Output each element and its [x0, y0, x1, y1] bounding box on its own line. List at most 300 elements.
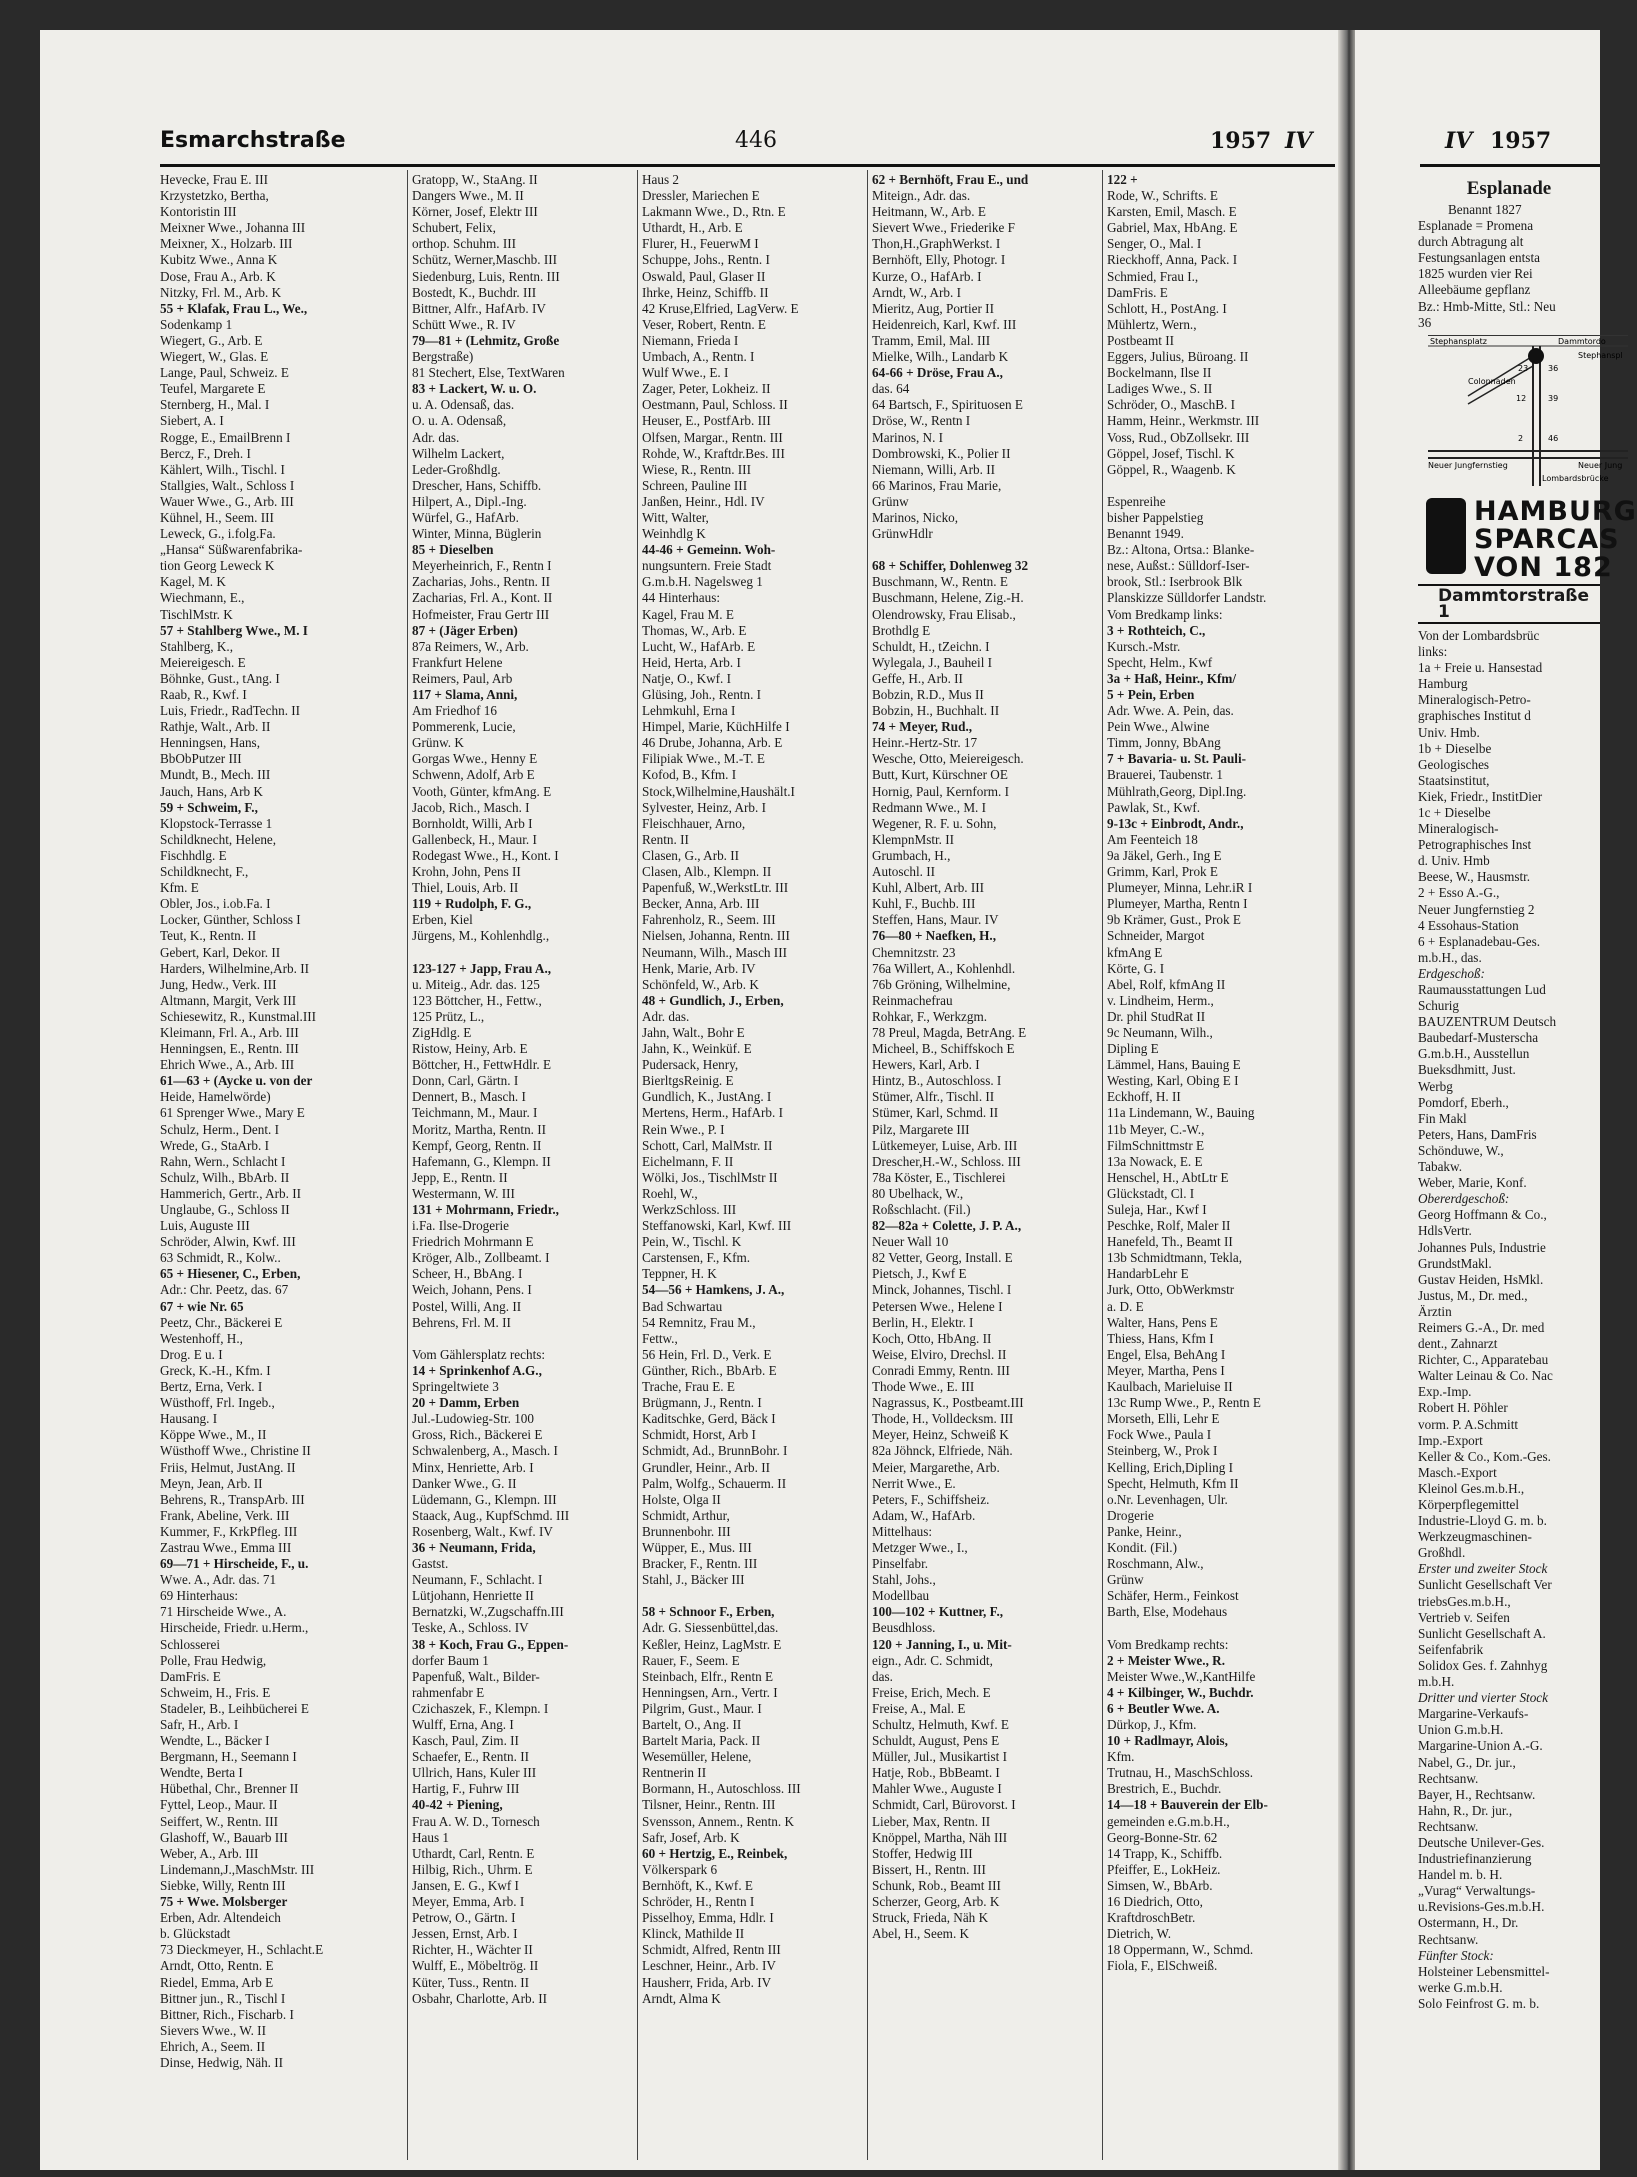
directory-entry-line: Hofmeister, Frau Gertr III: [412, 606, 550, 622]
directory-entry-line: Kröger, Alb., Zollbeamt. I: [412, 1250, 550, 1266]
directory-entry-line: Pein Wwe., Alwine: [1107, 719, 1210, 735]
esplanade-entry-line: 4 Essohaus-Station: [1418, 917, 1519, 933]
esplanade-entry-line: Bayer, H., Rechtsanw.: [1418, 1786, 1536, 1802]
directory-entry-line: Pawlak, St., Kwf.: [1107, 799, 1201, 815]
directory-entry-line: Wwe. A., Adr. das. 71: [160, 1572, 277, 1588]
directory-entry-line: Friis, Helmut, JustAng. II: [160, 1459, 296, 1475]
directory-entry-line: Schunk, Rob., Beamt III: [872, 1877, 1001, 1893]
esplanade-entry-line: Fin Makl: [1418, 1110, 1467, 1126]
directory-entry-line: Ehrich, A., Seem. II: [160, 2038, 266, 2054]
directory-entry-line: Müller, Jul., Musikartist I: [872, 1749, 1008, 1765]
directory-entry-line: Tramm, Emil, Mal. III: [872, 332, 991, 348]
esplanade-entry-line: BAUZENTRUM Deutsch: [1418, 1014, 1557, 1030]
directory-entry-line: Beusdhloss.: [872, 1620, 936, 1636]
directory-entry-line: Lämmel, Hans, Bauing E: [1107, 1057, 1241, 1073]
directory-entry-line: 9b Krämer, Gust., Prok E: [1107, 912, 1241, 928]
directory-entry-line: nungsuntern. Freie Stadt: [642, 558, 772, 574]
esplanade-entry-line: Margarine-Union A.-G.: [1418, 1738, 1543, 1754]
directory-entry-line: Schuldt, August, Pens E: [872, 1733, 1000, 1749]
directory-entry-line: Jansen, E. G., Kwf I: [412, 1877, 519, 1893]
sparkasse-logo: [1426, 498, 1466, 574]
directory-entry-line: Gross, Rich., Bäckerei E: [412, 1427, 543, 1443]
esplanade-entry-line: Rechtsanw.: [1418, 1931, 1479, 1947]
street-map: [1428, 335, 1628, 486]
esplanade-entry-line: Industriefinanzierung: [1418, 1851, 1532, 1867]
directory-entry-line: Peters, F., Schiffsheiz.: [872, 1491, 990, 1507]
directory-entry-line: Bartelt Maria, Pack. II: [642, 1733, 761, 1749]
esplanade-entry-line: Gustav Heiden, HsMkl.: [1418, 1271, 1544, 1287]
esplanade-entry-line: Ostermann, H., Dr.: [1418, 1915, 1519, 1931]
directory-entry-line: Hamm, Heinr., Werkmstr. III: [1107, 413, 1260, 429]
esplanade-entry-line: Reimers G.-A., Dr. med: [1418, 1319, 1545, 1335]
directory-entry-line: 13b Schmidtmann, Tekla,: [1107, 1250, 1243, 1266]
esplanade-entry-line: Rechtsanw.: [1418, 1770, 1479, 1786]
esplanade-intro-line: Esplanade = Promena: [1418, 218, 1534, 234]
directory-entry-line: Dr. phil StudRat II: [1107, 1008, 1206, 1024]
directory-entry-line: v. Lindheim, Herm.,: [1107, 992, 1214, 1008]
directory-entry-line: o.Nr. Levenhagen, Ulr.: [1107, 1491, 1228, 1507]
directory-entry-line: Schulz, Herm., Dent. I: [160, 1121, 280, 1137]
directory-entry-line: tion Georg Leweck K: [160, 558, 275, 574]
esplanade-entry-line: d. Univ. Hmb: [1418, 853, 1490, 869]
esplanade-intro-line: Alleebäume gepflanz: [1418, 282, 1531, 298]
directory-entry-line: Günther, Rich., BbArb. E: [642, 1362, 777, 1378]
directory-entry-line: Rentnerin II: [642, 1765, 707, 1781]
map-label: 12: [1516, 393, 1527, 403]
directory-entry-line: Nagrassus, K., Postbeamt.III: [872, 1395, 1024, 1411]
right-volume-roman: IV: [1445, 128, 1473, 154]
directory-entry-line: Umbach, A., Rentn. I: [642, 349, 755, 365]
directory-entry-line: Lieber, Max, Rentn. II: [872, 1813, 991, 1829]
directory-entry-line: Chemnitzstr. 23: [872, 944, 956, 960]
esplanade-intro-line: 36: [1418, 314, 1432, 330]
directory-entry-line: Minx, Henriette, Arb. I: [412, 1459, 534, 1475]
directory-entry-line: Thiel, Louis, Arb. II: [412, 880, 519, 896]
esplanade-entry-line: Kiek, Friedr., InstitDier: [1418, 788, 1543, 804]
directory-entry-line: Körner, Josef, Elektr III: [412, 204, 538, 220]
directory-entry-line: 61—63 + (Aycke u. von der: [160, 1073, 313, 1089]
header-rule: [160, 164, 1335, 167]
directory-entry-line: Panke, Heinr.,: [1107, 1523, 1182, 1539]
directory-entry-line: 18 Oppermann, W., Schmd.: [1107, 1942, 1254, 1958]
directory-entry-line: b. Glückstadt: [160, 1926, 231, 1942]
directory-entry-line: 122 +: [1107, 172, 1138, 187]
directory-entry-line: Roßschlacht. (Fil.): [872, 1202, 971, 1217]
directory-entry-line: Heitmann, W., Arb. E: [872, 204, 986, 220]
directory-entry-line: u. Miteig., Adr. das. 125: [412, 976, 540, 992]
directory-entry-line: Schubert, Felix,: [412, 220, 496, 236]
directory-entry-line: Hatje, Rob., BbBeamt. I: [872, 1765, 1000, 1781]
directory-entry-line: Knöppel, Martha, Näh III: [872, 1829, 1008, 1845]
directory-entry-line: Pisselhoy, Emma, Hdlr. I: [642, 1910, 774, 1926]
directory-entry-line: Eggers, Julius, Büroang. II: [1107, 349, 1249, 365]
directory-entry-line: Schreen, Pauline III: [642, 477, 748, 493]
directory-entry-line: Adr. G. Siessenbüttel,das.: [642, 1620, 779, 1636]
directory-entry-line: 131 + Mohrmann, Friedr.,: [412, 1202, 559, 1217]
directory-entry-line: 69 Hinterhaus:: [160, 1588, 239, 1604]
directory-entry-line: Kontoristin III: [160, 204, 237, 220]
directory-entry-line: Adr. das.: [412, 429, 460, 445]
directory-entry-line: Hornig, Paul, Kernform. I: [872, 783, 1009, 799]
directory-entry-line: Heidenreich, Karl, Kwf. III: [872, 316, 1017, 332]
directory-entry-line: Dressler, Mariechen E: [642, 188, 760, 204]
map-label: Dammtordo: [1558, 336, 1606, 346]
esplanade-entry-line: Vertrieb v. Seifen: [1418, 1609, 1510, 1625]
directory-entry-line: 48 + Gundlich, J., Erben,: [642, 992, 784, 1008]
directory-entry-line: Kühnel, H., Seem. III: [160, 509, 274, 525]
directory-entry-line: Conradi Emmy, Rentn. III: [872, 1362, 1010, 1378]
esplanade-entry-line: Robert H. Pöhler: [1418, 1400, 1508, 1416]
directory-entry-line: Bergmann, H., Seemann I: [160, 1749, 297, 1765]
directory-entry-line: Rode, W., Schrifts. E: [1107, 188, 1218, 204]
esplanade-entry-line: Georg Hoffmann & Co.,: [1418, 1207, 1547, 1223]
directory-entry-line: Dennert, B., Masch. I: [412, 1089, 526, 1105]
directory-entry-line: Kuhl, F., Buchb. III: [872, 896, 976, 912]
directory-entry-line: Adr. das.: [642, 1008, 690, 1024]
directory-entry-line: Schröder, O., MaschB. I: [1107, 397, 1236, 413]
directory-entry-line: Redmann Wwe., M. I: [872, 799, 987, 815]
directory-entry-line: 20 + Damm, Erben: [412, 1395, 520, 1411]
directory-entry-line: Olendrowsky, Frau Elisab.,: [872, 606, 1016, 622]
directory-entry-line: Siebert, A. I: [160, 413, 224, 429]
directory-entry-line: Planskizze Sülldorfer Landstr.: [1107, 590, 1267, 606]
directory-entry-line: Wölki, Jos., TischlMstr II: [642, 1169, 778, 1185]
directory-entry-line: 68 + Schiffer, Dohlenweg 32: [872, 558, 1029, 574]
directory-entry-line: Veser, Robert, Rentn. E: [642, 316, 766, 332]
directory-entry-line: Jacob, Rich., Masch. I: [412, 799, 530, 815]
directory-entry-line: Plumeyer, Martha, Rentn I: [1107, 896, 1248, 912]
directory-entry-line: Lehmkuhl, Erna I: [642, 703, 736, 719]
directory-entry-line: 65 + Hiesener, C., Erben,: [160, 1266, 301, 1282]
directory-entry-line: 100—102 + Kuttner, F.,: [872, 1604, 1004, 1620]
directory-entry-line: Weise, Elviro, Drechsl. II: [872, 1346, 1007, 1362]
directory-entry-line: Kurze, O., HafArb. I: [872, 268, 982, 284]
directory-entry-line: 9-13c + Einbrodt, Andr.,: [1107, 815, 1244, 831]
directory-entry-line: gemeinden e.G.m.b.H.,: [1107, 1813, 1230, 1829]
directory-entry-line: Suleja, Har., Kwf I: [1107, 1202, 1207, 1217]
directory-entry-line: 3a + Haß, Heinr., Kfm/: [1107, 670, 1237, 686]
map-label: Neuer Jung: [1578, 460, 1623, 470]
directory-entry-line: Winter, Minna, Büglerin: [412, 526, 542, 542]
directory-entry-line: Brothdlg E: [872, 622, 931, 638]
esplanade-entry-line: Holsteiner Lebensmittel-: [1418, 1963, 1550, 1979]
esplanade-intro-line: durch Abtragung alt: [1418, 234, 1524, 250]
directory-entry-line: Buschmann, Helene, Zig.-H.: [872, 590, 1024, 606]
directory-entry-line: Brauerei, Taubenstr. 1: [1107, 767, 1224, 783]
directory-entry-line: 62 + Bernhöft, Frau E., und: [872, 172, 1029, 187]
directory-entry-line: Leder-Großhdlg.: [412, 461, 501, 477]
directory-entry-line: 56 Hein, Frl. D., Verk. E: [642, 1346, 772, 1362]
directory-entry-line: Fettw.,: [642, 1330, 678, 1346]
esplanade-entry-line: Körperpflegemittel: [1418, 1497, 1520, 1512]
directory-entry-line: Petrow, O., Gärtn. I: [412, 1910, 516, 1926]
directory-entry-line: Safr, H., Arb. I: [160, 1717, 239, 1732]
directory-entry-line: Wesemüller, Helene,: [642, 1749, 752, 1765]
directory-entry-line: Kfm. E: [160, 880, 199, 896]
directory-entry-line: Bartelt, O., Ang. II: [642, 1717, 742, 1732]
directory-entry-line: Schmidt, Alfred, Rentn III: [642, 1942, 781, 1958]
map-label: Lombardsbrücke: [1542, 473, 1609, 483]
directory-entry-line: Pein, W., Tischl. K: [642, 1234, 742, 1250]
directory-entry-line: Bostedt, K., Buchdr. III: [412, 284, 537, 300]
directory-entry-line: Kuhl, Albert, Arb. III: [872, 880, 985, 896]
directory-entry-line: Grumbach, H.,: [872, 847, 951, 863]
directory-entry-line: Ehrich Wwe., A., Arb. III: [160, 1057, 295, 1073]
directory-entry-line: Bercz, F., Dreh. I: [160, 445, 251, 461]
directory-entry-line: Nerrit Wwe., E.: [872, 1475, 956, 1491]
directory-entry-line: Lüdemann, G., Klempn. III: [412, 1491, 557, 1507]
directory-entry-line: Kleimann, Frl. A., Arb. III: [160, 1024, 299, 1040]
directory-entry-line: Meyer, Heinz, Schweiß K: [872, 1427, 1009, 1443]
directory-entry-line: das.: [872, 1668, 893, 1684]
directory-entry-line: Schröder, H., Rentn I: [642, 1894, 755, 1910]
directory-entry-line: 74 + Meyer, Rud.,: [872, 719, 973, 735]
directory-entry-line: Luis, Auguste III: [160, 1218, 250, 1234]
directory-entry-line: Eichelmann, F. II: [642, 1153, 734, 1169]
directory-entry-line: Minck, Johannes, Tischl. I: [872, 1282, 1012, 1298]
esplanade-entry-line: Walter Leinau & Co. Nac: [1418, 1368, 1553, 1384]
directory-entry-line: 54 Remnitz, Frau M.,: [642, 1314, 756, 1330]
esplanade-entry-line: Seifenfabrik: [1418, 1641, 1484, 1657]
directory-entry-line: Uthardt, H., Arb. E: [642, 220, 743, 236]
directory-entry-line: Kaditschke, Gerd, Bäck I: [642, 1411, 776, 1427]
directory-entry-line: Hanefeld, Th., Beamt II: [1107, 1234, 1233, 1250]
directory-entry-line: Steffen, Hans, Maur. IV: [872, 912, 999, 928]
directory-entry-line: Rodegast Wwe., H., Kont. I: [412, 847, 559, 863]
directory-entry-line: Gallenbeck, H., Maur. I: [412, 831, 537, 847]
directory-entry-line: Flurer, H., FeuerwM I: [642, 236, 759, 252]
directory-entry-line: Seiffert, W., Rentn. III: [160, 1813, 279, 1829]
directory-entry-line: Thiess, Hans, Kfm I: [1107, 1330, 1214, 1346]
directory-entry-line: Schultz, Helmuth, Kwf. E: [872, 1717, 1009, 1732]
directory-entry-line: Thode Wwe., E. III: [872, 1379, 975, 1395]
directory-entry-line: orthop. Schuhm. III: [412, 236, 517, 252]
directory-entry-line: Wüpper, E., Mus. III: [642, 1539, 752, 1555]
directory-entry-line: 69—71 + Hirscheide, F., u.: [160, 1556, 309, 1572]
map-label: Colonnaden: [1468, 376, 1516, 386]
directory-entry-line: Lange, Paul, Schweiz. E: [160, 365, 289, 381]
directory-entry-line: Arndt, Otto, Rentn. E: [160, 1958, 274, 1974]
directory-entry-line: Heide, Hamelwörde): [160, 1089, 271, 1105]
directory-entry-line: Stahlberg, K.,: [160, 638, 234, 654]
directory-entry-line: Henk, Marie, Arb. IV: [642, 960, 756, 976]
esplanade-entry-line: Werbg: [1418, 1078, 1453, 1094]
column-divider: [637, 170, 638, 2160]
directory-entry-line: FilmSchnittmstr E: [1107, 1137, 1205, 1153]
esplanade-entry-line: Exp.-Imp.: [1418, 1384, 1472, 1400]
esplanade-intro-line: Festungsanlagen entsta: [1418, 250, 1540, 266]
directory-entry-line: Rohkar, F., Werkzgm.: [872, 1008, 988, 1024]
esplanade-entry-line: „Vurag“ Verwaltungs-: [1418, 1883, 1536, 1899]
directory-entry-line: Hilpert, A., Dipl.-Ing.: [412, 493, 527, 509]
directory-entry-line: Mundt, B., Mech. III: [160, 767, 271, 783]
esplanade-entry-line: Rechtsanw.: [1418, 1818, 1479, 1834]
directory-entry-line: Hausang. I: [160, 1411, 218, 1427]
directory-entry-line: Bracker, F., Rentn. III: [642, 1556, 758, 1572]
directory-entry-line: Papenfuß, Walt., Bilder-: [412, 1668, 540, 1684]
esplanade-entry-line: graphisches Institut d: [1418, 708, 1531, 724]
directory-entry-line: Wulf Wwe., E. I: [642, 365, 729, 381]
directory-entry-line: [412, 945, 634, 961]
esplanade-entry-line: Raumausstattungen Lud: [1418, 982, 1546, 997]
directory-entry-line: Rogge, E., EmailBrenn I: [160, 429, 291, 445]
directory-entry-line: Unglaube, G., Schloss II: [160, 1202, 290, 1217]
esplanade-entry-line: Hahn, R., Dr. jur.,: [1418, 1802, 1513, 1818]
esplanade-entry-line: 2 + Esso A.-G.,: [1418, 885, 1500, 901]
esplanade-entry-line: Nabel, G., Dr. jur.,: [1418, 1754, 1516, 1770]
directory-entry-line: Carstensen, F., Kfm.: [642, 1250, 751, 1266]
directory-entry-line: Glashoff, W., Bauarb III: [160, 1829, 288, 1845]
directory-entry-line: Niemann, Frieda I: [642, 332, 739, 348]
directory-entry-line: Himpel, Marie, KüchHilfe I: [642, 719, 790, 735]
directory-entry-line: KlempnMstr. II: [872, 831, 955, 847]
right-page-header: [1445, 128, 1595, 162]
directory-entry-line: Bissert, H., Rentn. III: [872, 1861, 986, 1877]
directory-entry-line: Gabriel, Max, HbAng. E: [1107, 220, 1238, 236]
directory-entry-line: Hübethal, Chr., Brenner II: [160, 1781, 299, 1797]
sparkasse-advertisement: [1418, 494, 1637, 583]
directory-entry-line: Wylegala, J., Bauheil I: [872, 654, 993, 670]
directory-entry-line: Harders, Wilhelmine,Arb. II: [160, 960, 310, 976]
directory-entry-line: Pietsch, J., Kwf E: [872, 1266, 967, 1282]
directory-entry-line: kfmAng E: [1107, 944, 1163, 960]
directory-entry-line: Obler, Jos., i.ob.Fa. I: [160, 896, 271, 912]
directory-entry-line: Sodenkamp 1: [160, 316, 233, 332]
directory-entry-line: Mertens, Herm., HafArb. I: [642, 1105, 783, 1121]
directory-entry-line: Mahler Wwe., Auguste I: [872, 1781, 1002, 1797]
directory-entry-line: Morseth, Elli, Lehr E: [1107, 1411, 1220, 1427]
directory-entry-line: Völkerspark 6: [642, 1861, 718, 1877]
esplanade-entry-line: Solidox Ges. f. Zahnhyg: [1418, 1657, 1548, 1673]
directory-entry-line: 46 Drube, Johanna, Arb. E: [642, 735, 783, 751]
directory-entry-line: Lütkemeyer, Luise, Arb. III: [872, 1137, 1018, 1153]
directory-entry-line: Grünw. K: [412, 735, 464, 751]
directory-entry-line: Schütz, Werner,Maschb. III: [412, 252, 558, 268]
directory-entry-line: Stahl, Johs.,: [872, 1572, 936, 1588]
directory-entry-line: Schuppe, Johs., Rentn. I: [642, 252, 770, 268]
esplanade-entry-line: dent., Zahnarzt: [1418, 1336, 1498, 1352]
directory-entry-line: Zager, Peter, Lokheiz. II: [642, 381, 771, 397]
directory-entry-line: 10 + Radlmayr, Alois,: [1107, 1733, 1228, 1749]
directory-entry-line: Kondit. (Fil.): [1107, 1539, 1177, 1555]
directory-entry-line: Micheel, B., Schiffskoch E: [872, 1041, 1015, 1057]
directory-entry-line: Reinmachefrau: [872, 992, 953, 1008]
directory-entry-line: Schwalenberg, A., Masch. I: [412, 1443, 558, 1459]
directory-entry-line: Hirscheide, Friedr. u.Herm.,: [160, 1620, 309, 1636]
directory-entry-line: Engel, Elsa, BehAng I: [1107, 1346, 1226, 1362]
directory-entry-line: Schmidt, Horst, Arb I: [642, 1427, 756, 1443]
directory-entry-line: Küter, Tuss., Rentn. II: [412, 1974, 530, 1990]
directory-entry-line: Ristow, Heiny, Arb. E: [412, 1041, 528, 1057]
directory-entry-line: Meier, Margarethe, Arb.: [872, 1459, 1000, 1475]
directory-entry-line: Gratopp, W., StaAng. II: [412, 172, 538, 187]
directory-entry-line: 9c Neumann, Wilh.,: [1107, 1024, 1213, 1040]
directory-entry-line: Wesche, Otto, Meiereigesch.: [872, 751, 1024, 767]
directory-entry-line: 36 + Neumann, Frida,: [412, 1539, 536, 1555]
column-divider: [1102, 170, 1103, 2160]
esplanade-entry-line: Mineralogisch-: [1418, 821, 1499, 837]
directory-entry-line: Köppe Wwe., M., II: [160, 1427, 267, 1443]
directory-entry-line: Springeltwiete 3: [412, 1379, 499, 1395]
directory-entry-line: Witt, Walter,: [642, 509, 709, 525]
directory-entry-line: 11a Lindemann, W., Bauing: [1107, 1105, 1255, 1121]
directory-entry-line: Wüsthoff, Frl. Ingeb.,: [160, 1395, 275, 1411]
directory-entry-line: Pommerenk, Lucie,: [412, 719, 516, 735]
directory-entry-line: Wüsthoff Wwe., Christine II: [160, 1443, 311, 1459]
esplanade-entry-line: Schönduwe, W.,: [1418, 1142, 1504, 1158]
directory-entry-line: Stock,Wilhelmine,Haushält.I: [642, 783, 795, 799]
directory-entry-line: Heuser, E., PostfArb. III: [642, 413, 771, 429]
directory-entry-line: Zastrau Wwe., Emma III: [160, 1539, 292, 1555]
directory-entry-line: 81 Stechert, Else, TextWaren: [412, 365, 565, 381]
directory-entry-line: Freise, Erich, Mech. E: [872, 1684, 991, 1700]
directory-entry-line: Henningsen, Arn., Vertr. I: [642, 1684, 778, 1700]
directory-entry-line: Uthardt, Carl, Rentn. E: [412, 1845, 535, 1861]
directory-entry-line: Ullrich, Hans, Kuler III: [412, 1765, 537, 1781]
directory-entry-line: 44-46 + Gemeinn. Woh-: [642, 542, 776, 558]
directory-entry-line: Wendte, L., Bäcker I: [160, 1733, 270, 1749]
directory-entry-line: Frankfurt Helene: [412, 654, 503, 670]
directory-entry-line: Kfm.: [1107, 1749, 1135, 1765]
directory-entry-line: Simsen, W., BbArb.: [1107, 1877, 1213, 1893]
directory-entry-line: Meixner, X., Holzarb. III: [160, 236, 293, 252]
directory-entry-line: ZigHdlg. E: [412, 1024, 472, 1040]
directory-entry-line: Krzystetzko, Bertha,: [160, 188, 269, 204]
directory-entry-line: Neuer Wall 10: [872, 1234, 949, 1250]
directory-entry-line: Schweim, H., Fris. E: [160, 1684, 271, 1700]
directory-entry-line: Teufel, Margarete E: [160, 381, 266, 397]
directory-entry-line: 79—81 + (Lehmitz, Große: [412, 332, 560, 348]
directory-entry-line: Göppel, Josef, Tischl. K: [1107, 445, 1235, 461]
esplanade-entry-line: Dritter und vierter Stock: [1418, 1690, 1549, 1706]
directory-entry-line: Meiereigesch. E: [160, 654, 246, 670]
directory-entry-line: Marinos, Nicko,: [872, 509, 959, 525]
directory-entry-line: 85 + Dieselben: [412, 542, 494, 558]
directory-entry-line: 120 + Janning, I., u. Mit-: [872, 1636, 1012, 1652]
directory-entry-line: Krohn, John, Pens II: [412, 864, 521, 880]
directory-entry-line: u. A. Odensaß, das.: [412, 397, 515, 413]
directory-entry-line: [872, 542, 1099, 558]
directory-entry-line: 80 Ubelhack, W.,: [872, 1185, 964, 1201]
directory-entry-line: Clasen, Alb., Klempn. II: [642, 864, 772, 880]
directory-entry-line: Eckhoff, H. II: [1107, 1089, 1181, 1105]
directory-column-5: [1107, 172, 1335, 2167]
directory-column-4: [872, 172, 1099, 2167]
directory-entry-line: 73 Dieckmeyer, H., Schlacht.E: [160, 1942, 324, 1958]
directory-entry-line: Jul.-Ludowieg-Str. 100: [412, 1411, 534, 1427]
esplanade-entry-line: Werkzeugmaschinen-: [1418, 1529, 1532, 1545]
directory-entry-line: Keßler, Heinz, LagMstr. E: [642, 1636, 782, 1652]
esplanade-entry-line: links:: [1418, 644, 1448, 660]
directory-entry-line: Schildknecht, Helene,: [160, 831, 277, 847]
directory-entry-line: Postbeamt II: [1107, 332, 1175, 348]
directory-entry-line: Fyttel, Leop., Maur. II: [160, 1797, 278, 1813]
esplanade-entry-line: Sunlicht Gesellschaft A.: [1418, 1625, 1546, 1641]
directory-entry-line: Kofod, B., Kfm. I: [642, 767, 737, 783]
esplanade-title: Esplanade: [1466, 178, 1552, 199]
esplanade-entry-line: Schurig: [1418, 998, 1460, 1014]
page-header: [160, 128, 1340, 162]
directory-entry-line: Zacharias, Frl. A., Kont. II: [412, 590, 553, 606]
directory-entry-line: 71 Hirscheide Wwe., A.: [160, 1604, 287, 1620]
directory-entry-line: Dipling E: [1107, 1041, 1159, 1057]
esplanade-entry-line: vorm. P. A.Schmitt: [1418, 1416, 1519, 1432]
esplanade-entry-line: Industrie-Lloyd G. m. b.: [1418, 1513, 1547, 1529]
directory-entry-line: 82 Vetter, Georg, Install. E: [872, 1250, 1013, 1266]
right-page-column: [1418, 176, 1637, 2171]
directory-entry-line: Rieckhoff, Anna, Pack. I: [1107, 252, 1238, 268]
directory-entry-line: Dröse, W., Rentn I: [872, 413, 971, 429]
